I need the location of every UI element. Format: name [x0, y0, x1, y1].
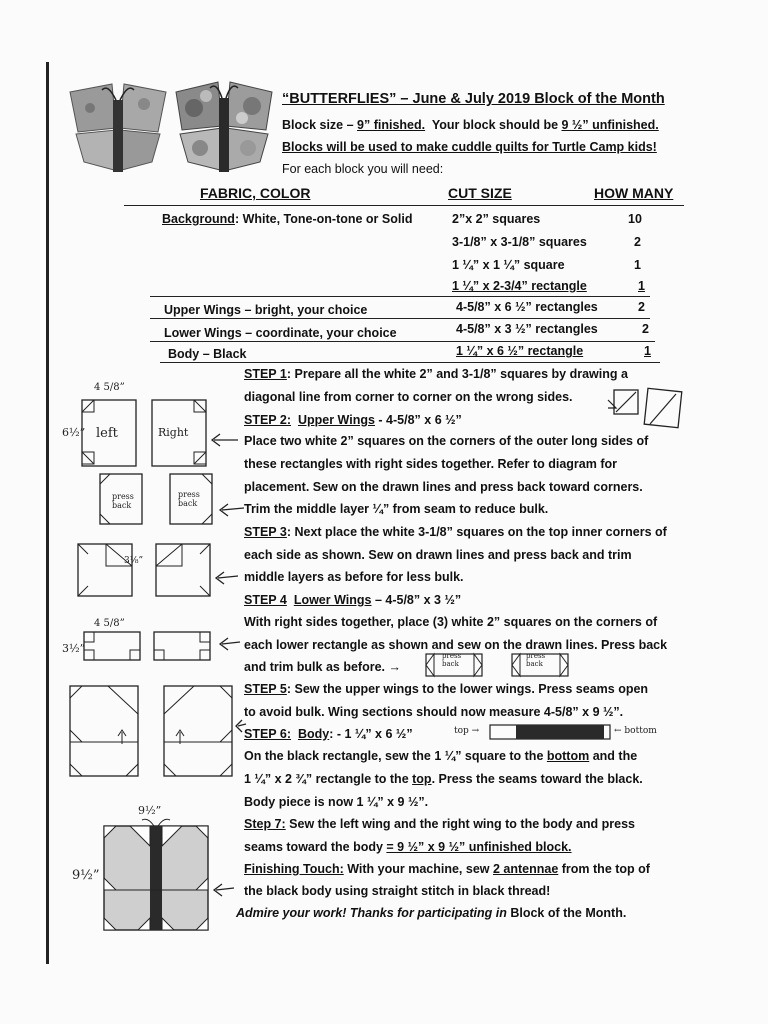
step-6-heading: STEP 6: Body: - 1 ¼” x 6 ½” — [244, 727, 413, 741]
butterfly-photo-2 — [172, 78, 276, 174]
body-strip-sketch — [488, 722, 618, 742]
fabric-cell: Upper Wings – bright, your choice — [164, 303, 368, 317]
dim-label: 3½” — [62, 642, 86, 655]
step-2-line-2: these rectangles with right sides together. Refer to diagram for — [244, 457, 617, 471]
qty-cell: 2 — [634, 235, 641, 249]
step-4-line-2: each lower rectangle as shown and sew on the drawn lines. Press back — [244, 638, 668, 652]
finishing-touch-line-2: the black body using straight stitch in black thread! — [244, 884, 551, 898]
col-header-qty: HOW MANY — [594, 185, 674, 201]
qty-cell: 2 — [642, 322, 649, 336]
dim-label: 9½” — [72, 868, 100, 883]
dim-label: 6½” — [62, 426, 86, 439]
closing-line: Admire your work! Thanks for participating in Block of the Month. — [236, 906, 627, 920]
need-intro: For each block you will need: — [282, 162, 444, 176]
step-5-line-2: to avoid bulk. Wing sections should now measure 4-5/8” x 9 ½”. — [244, 705, 624, 719]
diagonal-square-sketch — [606, 386, 684, 430]
cut-cell: 1 ¼” x 1 ¼” square — [452, 258, 565, 272]
cut-cell: 3-1/8” x 3-1/8” squares — [452, 235, 587, 249]
page-title: “BUTTERFLIES” – June & July 2019 Block of the Month — [282, 91, 665, 107]
step-3-sketch — [76, 542, 240, 598]
block-size-line: Block size – 9” finished. Your block should be 9 ½” unfinished. — [282, 118, 659, 132]
dim-label: 3⅛” — [124, 556, 144, 566]
lower-wing-sketch — [82, 630, 242, 664]
step-6-line-2: 1 ¼” x 2 ¾” rectangle to the top. Press the seams toward the black. — [244, 772, 643, 786]
row-rule — [150, 296, 650, 297]
cut-cell: 4-5/8” x 6 ½” rectangles — [456, 300, 598, 314]
scan-edge-line — [46, 62, 49, 964]
dim-label: 9½” — [138, 804, 162, 817]
dim-label: 4 5/8” — [94, 382, 125, 393]
right-label: Right — [158, 426, 189, 439]
qty-cell: 1 — [638, 279, 645, 293]
row-rule — [150, 341, 655, 342]
background-label-cell: Background: White, Tone-on-tone or Solid — [162, 212, 413, 226]
cut-cell: 1 ¼” x 6 ½” rectangle — [456, 344, 584, 358]
step-3-line-1: STEP 3: Next place the white 3-1/8” squares on the top inner corners of — [244, 525, 667, 539]
qty-cell: 1 — [634, 258, 641, 272]
col-header-fabric: FABRIC, COLOR — [200, 185, 311, 201]
step-4-line-1: With right sides together, place (3) white 2” squares on the corners of — [244, 615, 658, 629]
left-label: left — [96, 426, 118, 441]
step-5-line-1: STEP 5: Sew the upper wings to the lower wings. Press seams open — [244, 682, 649, 696]
step-4-line-3: and trim bulk as before. → — [244, 660, 401, 674]
step-6-line-3: Body piece is now 1 ¼” x 9 ½”. — [244, 795, 429, 809]
qty-cell: 10 — [628, 212, 642, 226]
header-rule — [124, 205, 684, 206]
step-2-line-1: Place two white 2” squares on the corners of the outer long sides of — [244, 434, 649, 448]
cut-cell: 1 ¼” x 2-3/4” rectangle — [452, 279, 587, 293]
qty-cell: 1 — [644, 344, 651, 358]
press-back-label: press back — [112, 492, 134, 510]
bottom-label: ← bottom — [614, 726, 657, 736]
step-1-line-1: STEP 1: Prepare all the white 2” and 3-1/8” squares by drawing a — [244, 367, 628, 381]
step-3-line-2: each side as shown. Sew on drawn lines and press back and trim — [244, 548, 632, 562]
cut-cell: 4-5/8” x 3 ½” rectangles — [456, 322, 598, 336]
step-4-heading: STEP 4 Lower Wings – 4-5/8” x 3 ½” — [244, 593, 462, 607]
cut-cell: 2”x 2” squares — [452, 212, 541, 226]
step-6-line-1: On the black rectangle, sew the 1 ¼” square to the bottom and the — [244, 749, 638, 763]
col-header-cut: CUT SIZE — [448, 185, 512, 201]
row-rule — [160, 362, 660, 363]
top-label: top → — [454, 726, 480, 736]
fabric-cell: Lower Wings – coordinate, your choice — [164, 326, 397, 340]
fabric-cell: Body – Black — [168, 347, 247, 361]
step-3-line-3: middle layers as before for less bulk. — [244, 570, 464, 584]
step-2-line-3: placement. Sew on the drawn lines and press back toward corners. — [244, 480, 643, 494]
step-1-line-2: diagonal line from corner to corner on the wrong sides. — [244, 390, 573, 404]
finishing-touch-line-1: Finishing Touch: With your machine, sew 2 antennae from the top of — [244, 862, 650, 876]
purpose-line: Blocks will be used to make cuddle quilts for Turtle Camp kids! — [282, 140, 657, 154]
step-2-line-4: Trim the middle layer ¼” from seam to reduce bulk. — [244, 502, 549, 516]
step-5-wings-sketch — [68, 684, 248, 780]
row-rule — [150, 318, 650, 319]
step-7-line-2: seams toward the body = 9 ½” x 9 ½” unfinished block. — [244, 840, 572, 854]
press-back-label: press back — [526, 652, 546, 668]
dim-label: 4 5/8” — [94, 618, 125, 629]
finished-block-sketch — [100, 820, 240, 932]
step-7-line-1: Step 7: Sew the left wing and the right wing to the body and press — [244, 817, 636, 831]
step-2-heading: STEP 2: Upper Wings - 4-5/8” x 6 ½” — [244, 413, 462, 427]
press-back-label: press back — [442, 652, 462, 668]
butterfly-photo-1 — [66, 82, 170, 174]
qty-cell: 2 — [638, 300, 645, 314]
press-back-label: press back — [178, 490, 200, 508]
